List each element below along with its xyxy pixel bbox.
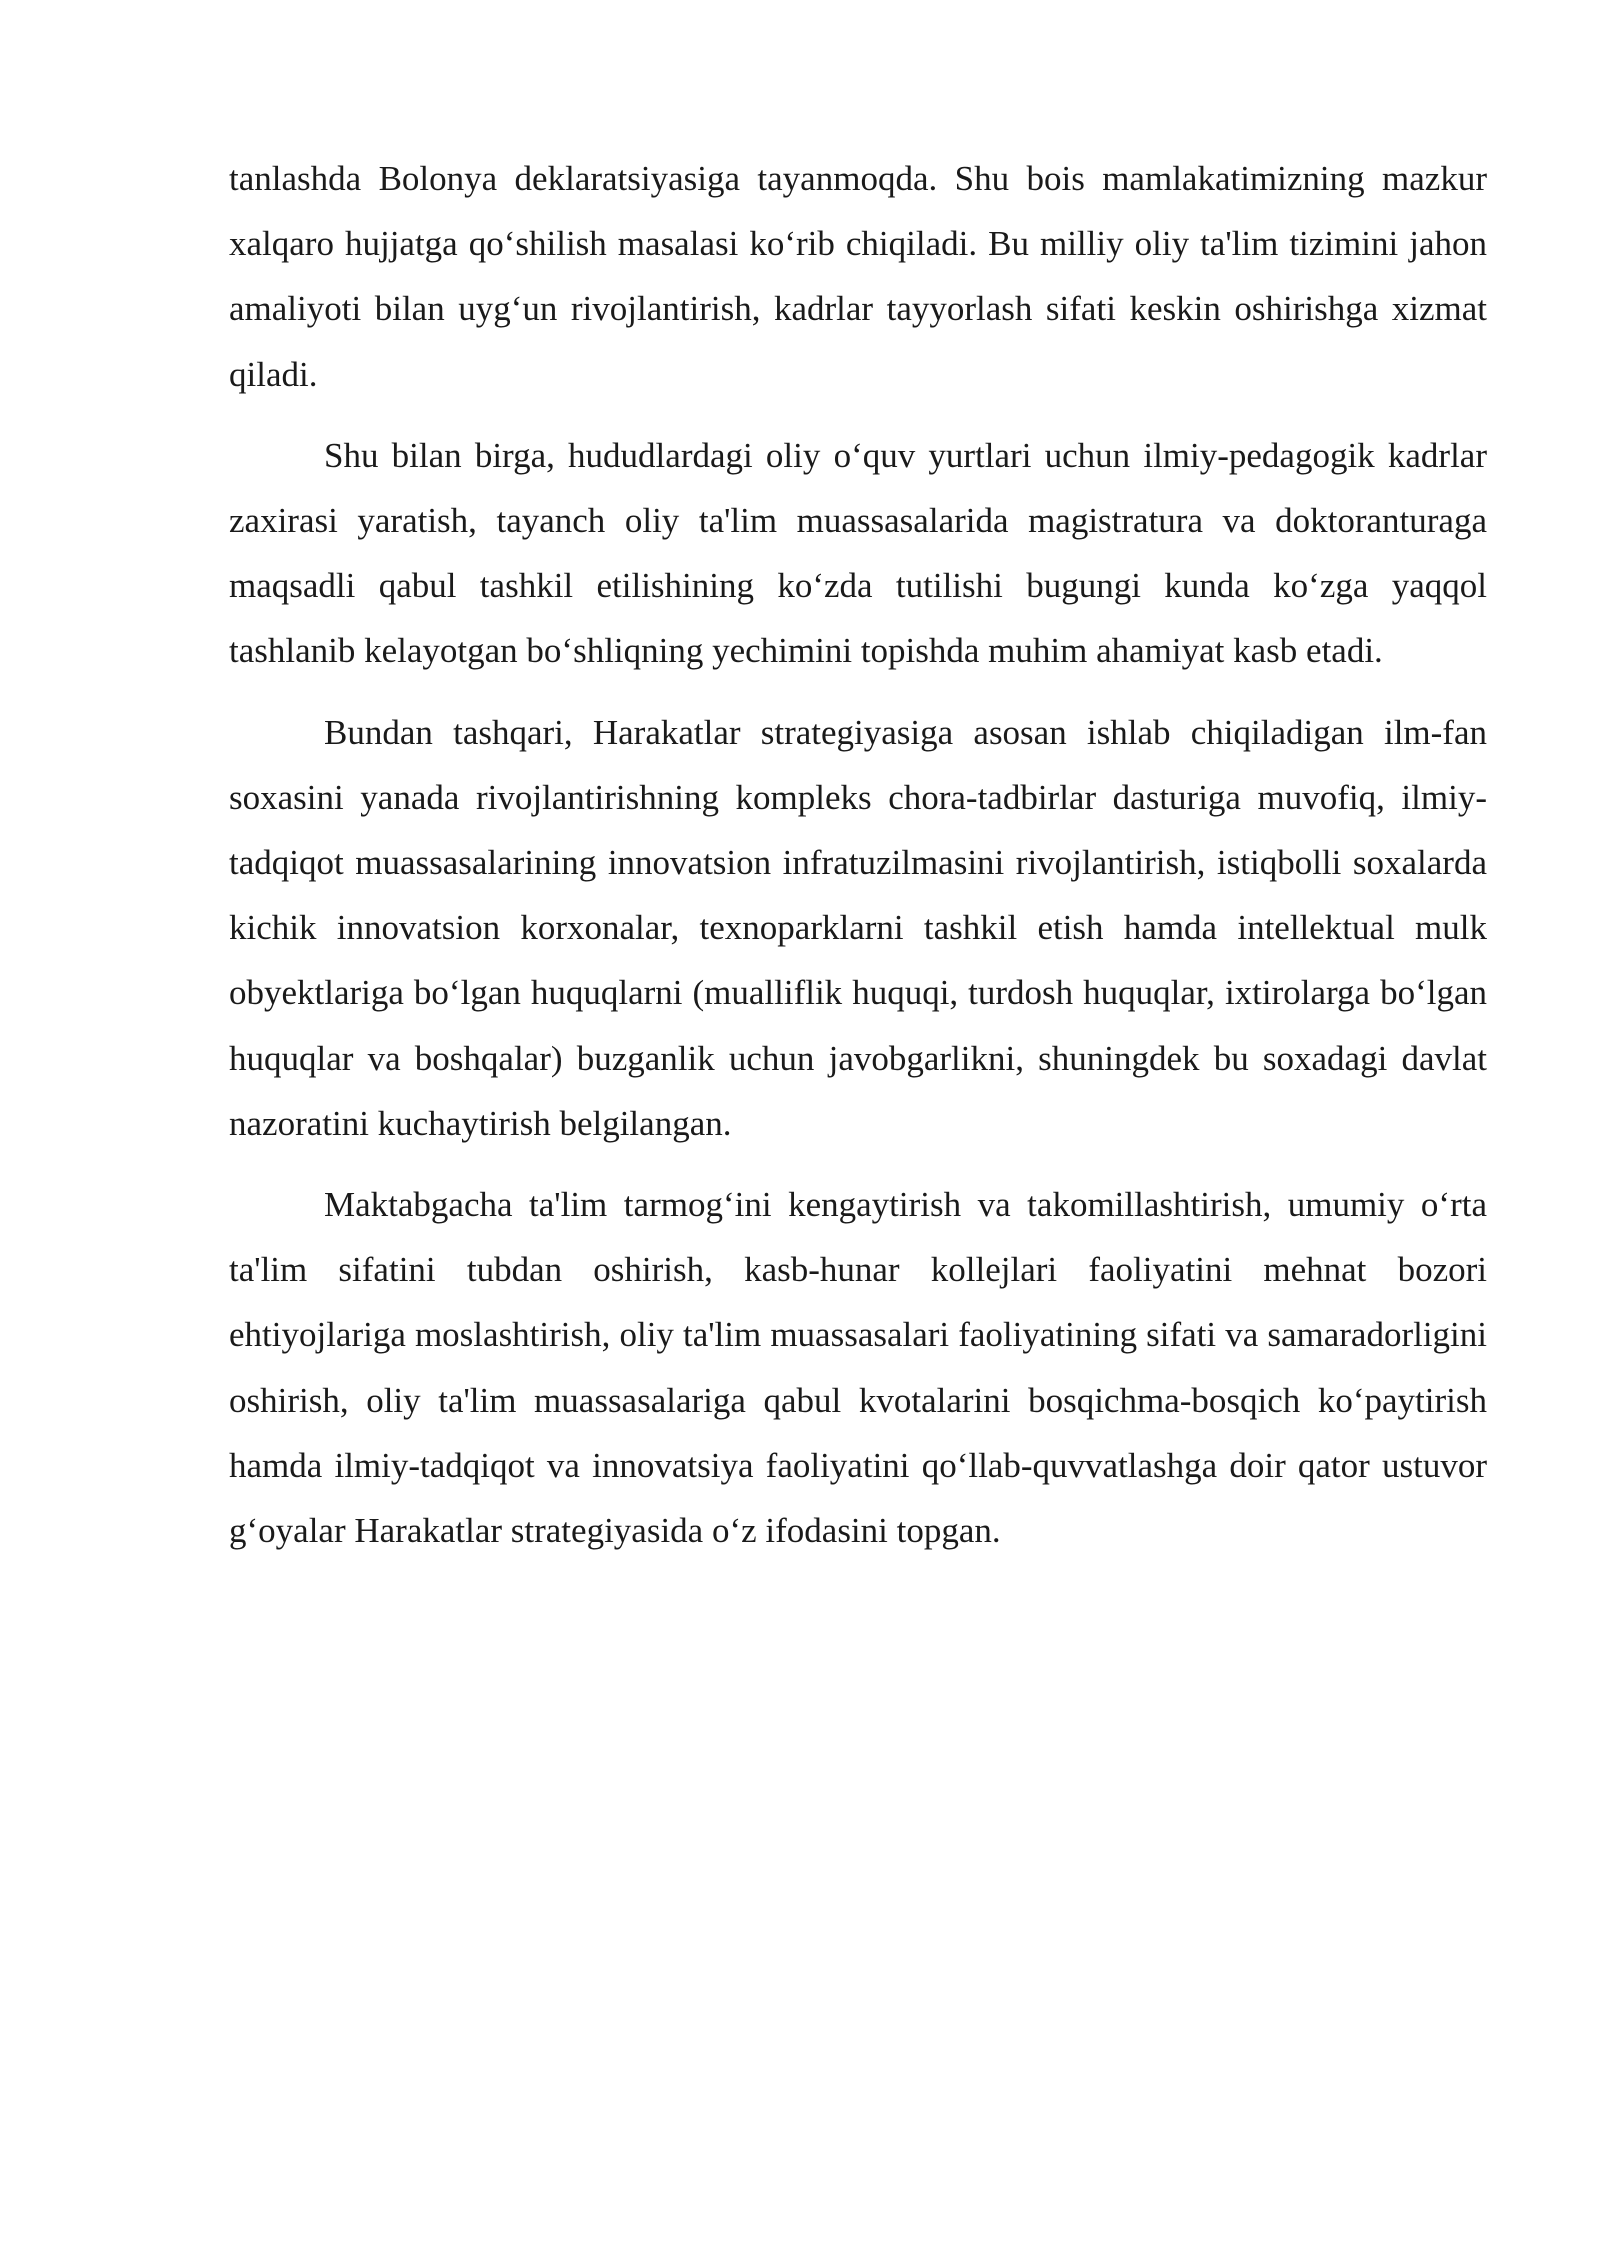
paragraph-continuation: tanlashda Bolonya deklaratsiyasiga tayanmoqda. Shu bois mamlakatimizning mazkur xalqaro hujjatga qo‘shilish masalasi ko‘rib chiqiladi. Bu milliy oliy ta'lim tizimini jahon amaliyoti bilan uyg‘un rivojlantirish, kadrlar tayyorlash sifati keskin oshirishga xizmat qiladi. (229, 159, 1487, 394)
paragraph-science-development: Bundan tashqari, Harakatlar strategiyasiga asosan ishlab chiqiladigan ilm-fan soxasini yanada rivojlantirishning kompleks chora-tadbirlar dasturiga muvofiq, ilmiy-tadqiqot muassasalarining innovatsion infratuzilmasini rivojlantirish, istiqbolli soxalarda kichik innovatsion korxonalar, texnoparklarni tashkil etish hamda intellektual mulk obyektlariga bo‘lgan huquqlarni (mualliflik huquqi, turdosh huquqlar, ixtirolarga bo‘lgan huquqlar va boshqalar) buzganlik uchun javobgarlikni, shuningdek bu soxadagi davlat nazoratini kuchaytirish belgilangan. (229, 712, 1487, 1143)
paragraph-teacher-reserve: Shu bilan birga, hududlardagi oliy o‘quv yurtlari uchun ilmiy-pedagogik kadrlar zaxirasi yaratish, tayanch oliy ta'lim muassasalarida magistratura va doktoranturaga maqsadli qabul tashkil etilishining ko‘zda tutilishi bugungi kunda ko‘zga yaqqol tashlanib kelayotgan bo‘shliqning yechimini topishda muhim ahamiyat kasb etadi. (229, 435, 1487, 671)
document-body (229, 146, 1487, 1579)
paragraph-education-priorities: Maktabgacha ta'lim tarmog‘ini kengaytirish va takomillashtirish, umumiy o‘rta ta'lim sifatini tubdan oshirish, kasb-hunar kollejlari faoliyatini mehnat bozori ehtiyojlariga moslashtirish, oliy ta'lim muassasalari faoliyatining sifati va samaradorligini oshirish, oliy ta'lim muassasalariga qabul kvotalarini bosqichma-bosqich ko‘paytirish hamda ilmiy-tadqiqot va innovatsiya faoliyatini qo‘llab-quvvatlashga doir qator ustuvor g‘oyalar Harakatlar strategiyasida o‘z ifodasini topgan. (229, 1185, 1487, 1551)
